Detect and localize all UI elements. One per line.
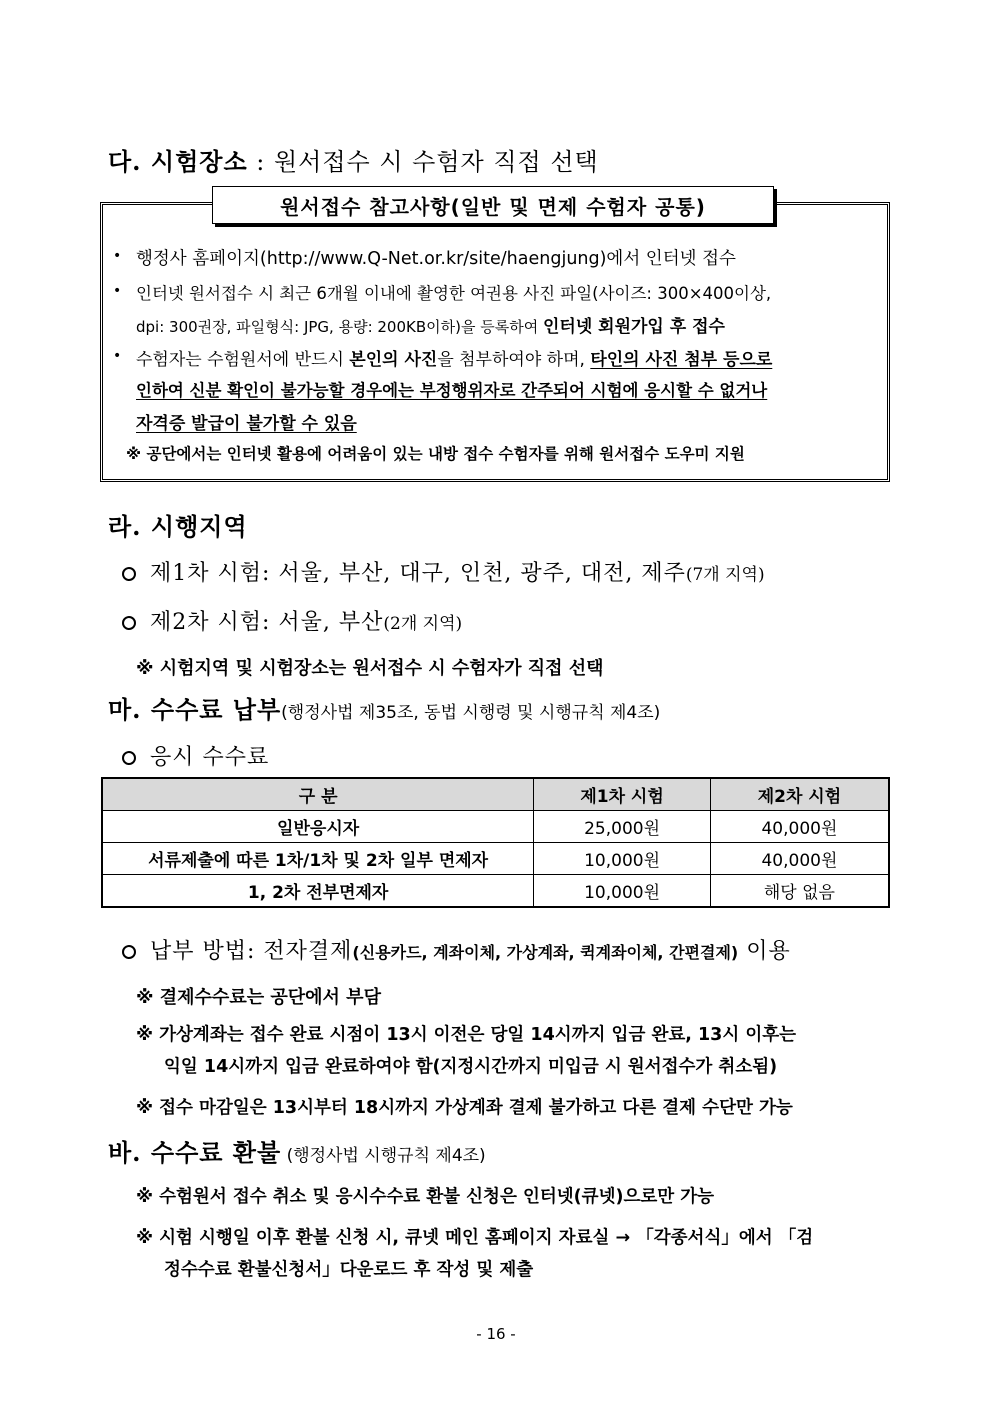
circle-bullet-icon <box>122 567 136 581</box>
notice-title: 원서접수 참고사항(일반 및 면제 수험자 공통) <box>212 186 774 224</box>
round1-text: 제1차 시험: 서울, 부산, 대구, 인천, 광주, 대전, 제주 <box>150 561 686 586</box>
refund-heading: 바. 수수료 환불 <box>108 1138 282 1167</box>
table-header: 제1차 시험 <box>534 778 711 811</box>
refund-note-online-only: ※ 수험원서 접수 취소 및 응시수수료 환불 신청은 인터넷(큐넷)으로만 가능 <box>136 1187 715 1207</box>
payment-method-suffix: 이용 <box>738 939 791 964</box>
round1-count: (7개 지역) <box>685 565 765 585</box>
notice-item-photo-warning-line2: 인하여 신분 확인이 불가능할 경우에는 부정행위자로 간주되어 시험에 응시할 수 없거나 <box>136 381 768 400</box>
payment-note-deadline: ※ 접수 마감일은 13시부터 18시까지 가상계좌 결제 불가하고 다른 결제 수단만 가능 <box>136 1098 793 1118</box>
table-cell: 해당 없음 <box>710 875 889 908</box>
circle-bullet-icon <box>122 616 136 630</box>
notice-signup-emphasis: 인터넷 회원가입 후 접수 <box>542 317 725 337</box>
notice-item-online-application: 행정사 홈페이지(http://www.Q-Net.or.kr/site/haengjung)에서 인터넷 접수 <box>136 249 736 269</box>
bullet-icon: • <box>113 248 122 264</box>
payment-note-commission: ※ 결제수수료는 공단에서 부담 <box>136 987 381 1008</box>
bullet-icon: • <box>113 283 122 299</box>
notice-item-photo-warning-line1 <box>136 345 772 370</box>
table-cell: 1, 2차 전부면제자 <box>102 875 534 908</box>
round1-regions <box>122 556 765 587</box>
table-header: 구 분 <box>102 778 534 811</box>
table-cell: 10,000원 <box>534 875 711 908</box>
table-row <box>102 811 889 843</box>
emphasis-others-photo: 타인의 사진 첨부 등으로 <box>590 350 773 370</box>
table-cell: 서류제출에 따른 1차/1차 및 2차 일부 면제자 <box>102 843 534 875</box>
table-cell: 25,000원 <box>534 811 711 843</box>
notice-item-photo-line2 <box>136 312 725 337</box>
payment-note-virtual-account-line1: ※ 가상계좌는 접수 완료 시점이 13시 이전은 당일 14시까지 입금 완료, 13시 이후는 <box>136 1025 797 1045</box>
refund-note-form-line1: ※ 시험 시행일 이후 환불 신청 시, 큐넷 메인 홈페이지 자료실 → 「각종서식」에서 「검 <box>136 1228 814 1248</box>
notice-item-photo-line1: 인터넷 원서접수 시 최근 6개월 이내에 촬영한 여권용 사진 파일(사이즈: 300×400이상, <box>136 284 772 303</box>
notice-box <box>100 202 890 482</box>
table-cell: 10,000원 <box>534 843 711 875</box>
page-number: - 16 - <box>476 1325 516 1343</box>
section-fee-refund-heading <box>108 1133 486 1168</box>
round2-regions <box>122 605 462 636</box>
region-note: ※ 시험지역 및 시험장소는 원서접수 시 수험자가 직접 선택 <box>136 658 604 679</box>
notice-item-photo-warning-line3: 자격증 발급이 불가할 수 있음 <box>136 414 357 434</box>
fee-heading-law: (행정사법 제35조, 동법 시행령 및 시행규칙 제4조) <box>281 703 661 723</box>
section-marker: 다. 시험장소 <box>108 147 248 176</box>
circle-bullet-icon <box>122 751 136 765</box>
payment-method-options: (신용카드, 계좌이체, 가상계좌, 퀵계좌이체, 간편결제) <box>352 943 739 962</box>
text-span: 을 첨부하여야 하며, <box>437 350 591 370</box>
payment-note-virtual-account-line2: 익일 14시까지 입금 완료하여야 함(지정시간까지 미입금 시 원서접수가 취소됨) <box>164 1057 778 1077</box>
bullet-icon: • <box>113 348 122 364</box>
table-header-row <box>102 778 889 811</box>
table-cell: 40,000원 <box>710 843 889 875</box>
table-cell: 일반응시자 <box>102 811 534 843</box>
section-exam-venue-heading <box>108 142 599 177</box>
fee-label-text: 응시 수수료 <box>150 745 270 770</box>
emphasis-own-photo: 본인의 사진 <box>349 350 438 370</box>
fee-label <box>122 740 269 771</box>
notice-photo-spec: dpi: 300권장, 파일형식: JPG, 용량: 200KB이하)을 등록하여 <box>136 318 543 336</box>
notice-helper-note: ※ 공단에서는 인터넷 활용에 어려움이 있는 내방 접수 수험자를 위해 원서접수 도우미 지원 <box>126 445 745 463</box>
table-row <box>102 875 889 908</box>
payment-method-text: 납부 방법: 전자결제 <box>150 939 353 964</box>
circle-bullet-icon <box>122 945 136 959</box>
round2-count: (2개 지역) <box>383 614 463 634</box>
table-row <box>102 843 889 875</box>
fee-table <box>101 777 890 908</box>
text-span: 수험자는 수험원서에 반드시 <box>136 350 350 370</box>
payment-method <box>122 934 791 965</box>
round2-text: 제2차 시험: 서울, 부산 <box>150 610 384 635</box>
section-exam-region-heading: 라. 시행지역 <box>108 512 248 541</box>
fee-heading: 마. 수수료 납부 <box>108 695 282 724</box>
refund-heading-law: (행정사법 시행규칙 제4조) <box>281 1146 486 1166</box>
refund-note-form-line2: 정수수료 환불신청서」다운로드 후 작성 및 제출 <box>164 1260 534 1280</box>
section-text: : 원서접수 시 수험자 직접 선택 <box>247 148 599 176</box>
table-header: 제2차 시험 <box>710 778 889 811</box>
section-fee-payment-heading <box>108 690 660 725</box>
table-cell: 40,000원 <box>710 811 889 843</box>
